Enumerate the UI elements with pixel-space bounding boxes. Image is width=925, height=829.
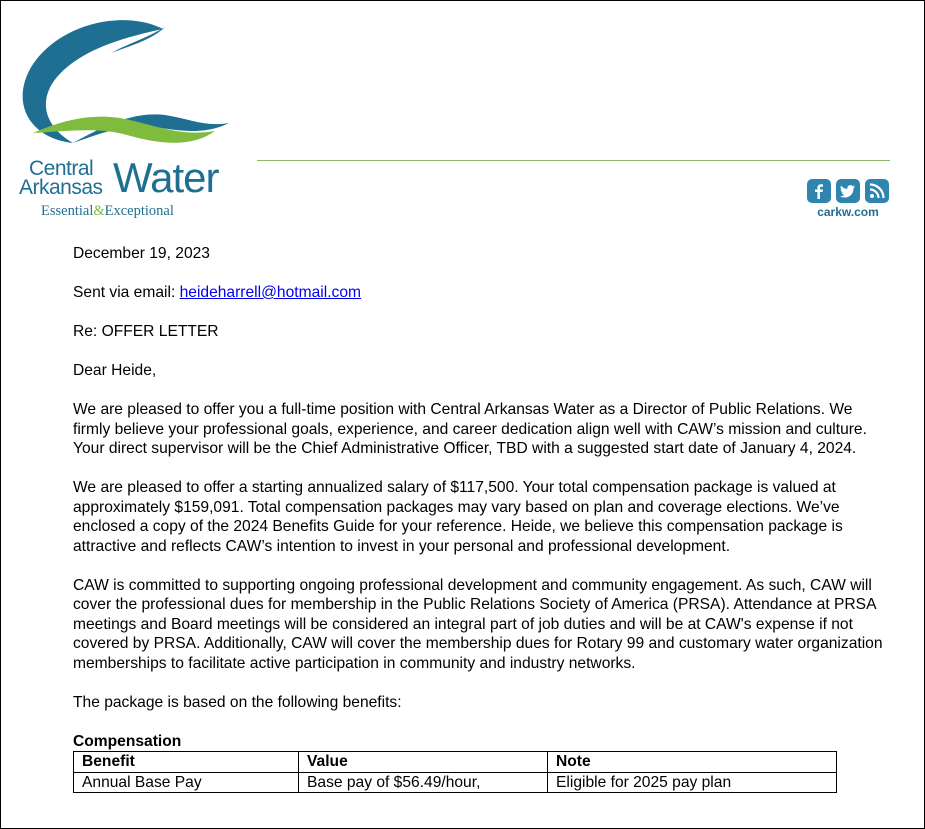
logo-swoosh-graphic: [15, 15, 235, 165]
paragraph-position: We are pleased to offer you a full-time position with Central Arkansas Water as a Director of Public Relations. We firmly believe your professional goals, experience, and career dedication align well with CAW’s mission and culture. Your direct supervisor will be the Chief Administrative Officer, TBD with a suggested start date of January 4, 2024.: [73, 401, 867, 457]
column-header-value: Value: [299, 752, 548, 773]
compensation-heading: Compensation: [73, 732, 182, 750]
paragraph-benefits-intro: The package is based on the following benefits:: [73, 693, 402, 711]
column-header-note: Note: [548, 752, 837, 773]
cell-benefit: Annual Base Pay: [74, 772, 299, 793]
compensation-table: [73, 751, 837, 793]
cell-value: Base pay of $56.49/hour,: [299, 772, 548, 793]
cell-note: Eligible for 2025 pay plan: [548, 772, 837, 793]
facebook-icon[interactable]: [807, 179, 831, 203]
paragraph-salary: We are pleased to offer a starting annualized salary of $117,500. Your total compensation package is valued at approximately $159,091. Total compensation packages may vary based on plan and coverage elections. We’ve enclosed a copy of the 2024 Benefits Guide for your reference. Heide, we believe this compensation package is attractive and reflects CAW’s intention to invest in your personal and professional development.: [73, 479, 843, 555]
logo-text-water: Water: [113, 154, 219, 201]
header-divider: [257, 160, 890, 161]
tagline-amp: &: [93, 203, 105, 219]
social-links: [807, 179, 889, 221]
subject-line: Re: OFFER LETTER: [73, 323, 219, 340]
salutation: Dear Heide,: [73, 362, 157, 379]
rss-icon[interactable]: [865, 179, 889, 203]
letter-body: [73, 244, 893, 793]
logo-text-arkansas: Arkansas: [19, 176, 103, 199]
tagline-exceptional: Exceptional: [104, 203, 174, 219]
sent-via-label: Sent via email:: [73, 284, 180, 301]
tagline-essential: Essential: [41, 203, 94, 219]
twitter-icon[interactable]: [836, 179, 860, 203]
website-link[interactable]: carkw.com: [817, 205, 879, 219]
logo-text-central: Central: [29, 157, 94, 180]
sent-via-line: [73, 283, 893, 303]
paragraph-development: CAW is committed to supporting ongoing professional development and community engagement. As such, CAW will cover the professional dues for membership in the Public Relations Society of America (PRSA). Attendance at PRSA meetings and Board meetings will be considered an integral part of job duties and will be at CAW's expense if not covered by PRSA. Additionally, CAW will cover the membership dues for Rotary 99 and customary water organization memberships to facilitate active participation in community and industry networks.: [73, 576, 883, 672]
table-row: [74, 772, 837, 793]
email-link[interactable]: heideharrell@hotmail.com: [179, 284, 361, 301]
column-header-benefit: Benefit: [74, 752, 299, 773]
logo-tagline: [41, 203, 174, 220]
letter-date: December 19, 2023: [73, 245, 210, 262]
table-header-row: [74, 752, 837, 773]
caw-logo: [15, 15, 235, 225]
